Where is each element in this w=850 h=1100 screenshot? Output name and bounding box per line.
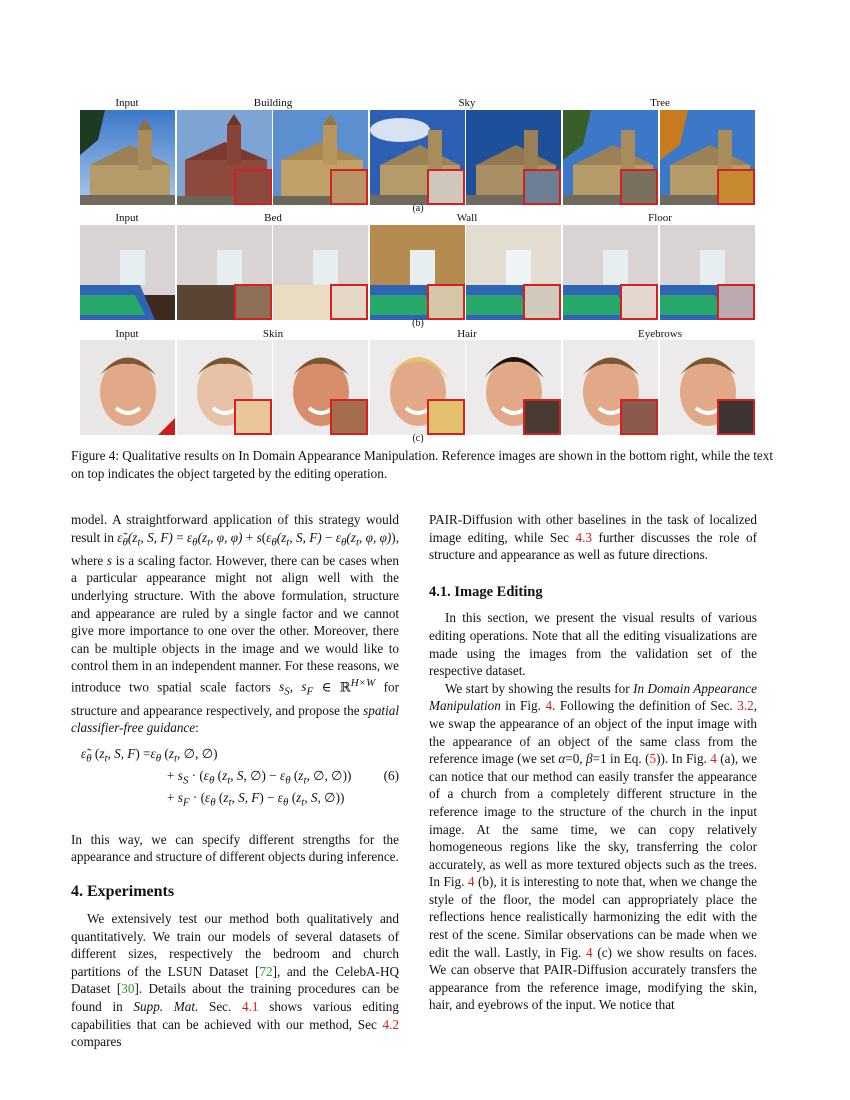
right-paragraph-3: We start by showing the results for In Domain Appearance Manipulation in Fig. 4. Following the definition of Sec. 3.2, we swap the appearance of an object of the input image with the appearance of an object of the same class from the reference image (we set α=0, β=1 in Eq. (5)). In Fig. 4 (a), we can notice that our method can easily transfer the appearance of a church from a completely different structure in the reference image to the structure of the church in the input image. At the same time, we can copy relatively homogeneous regions like the sky, transferring the color accurately, as well as more textured objects such as the trees. In Fig. 4 (b), it is interesting to note that, when we change the style of the floor, the model can appropriately place the reflections hence realistically harmonizing the edit with the rest of the scene. Similar observations can be made when we edit the wall. Lastly, in Fig. 4 (c) we show results on faces. We can observe that PAIR-Diffusion accurately transfers the appearance from the reference image, modifying the skin, hair, and eyebrows of the input. We notice that [429,680,758,1013]
citation-72[interactable]: 72 [259,963,273,979]
citation-30[interactable]: 30 [121,981,135,997]
church-input-image [80,110,175,205]
reference-inset [330,284,368,320]
left-paragraph-1: model. A straightforward application of this strategy would result in $\varepsiloñ_\theta(z_t$, S, $F) = \varepsilon_\theta(z_t$, φ, $\varphi) + s(\varepsilon_\theta(z_t$, S, $F) - \varepsilon_\theta(z_t$, φ, φ)), where s is a scaling factor. However, there can be cases when a particular appearance might not align well with the underlying structure. With the above formulation, structure and appearance are ruled by a single factor and we cannot give more importance to one over the other. Moreover, there can be multiple objects in the image and we would like to control them in an independent manner. For these reasons, we introduce two spatial scale factors $s_S$, $s_F$ ∈ ℝ$^{H\times W}$ for structure and appearance respectively, and propose the spatial classifier-free guidance: [71,512,399,736]
label-floor: Floor [648,212,672,224]
tree-edit-1-image [563,110,658,205]
label-input-b: Input [115,212,139,224]
left-paragraph-2: In this way, we can specify different strengths for the appearance and structure of different objects during inference. [71,831,399,865]
face-input-image [80,340,175,435]
ref-fig-4[interactable]: 4 [710,751,717,767]
sublabel-b: (b) [412,318,424,329]
right-paragraph-2: In this section, we present the visual results of various editing operations. Note that all the editing visualizations are made using the images from the validation set of the respective dataset. [429,610,757,679]
reference-inset [427,284,465,320]
reference-inset [717,399,755,435]
sublabel-a: (a) [412,203,424,214]
figure-caption: Figure 4: Qualitative results on In Domain Appearance Manipulation. Reference images are shown in the bottom right, while the text on top indicates the object targeted by the editing operation. [71,448,774,481]
equation-number: (6) [383,767,399,783]
reference-inset [234,169,272,205]
skin-edit-2-image [273,340,368,435]
reference-inset [717,284,755,320]
left-paragraph-3: We extensively test our method both qualitatively and quantitatively. We train our models of several datasets of different sizes, respectively the bedroom and church partitions of the LSUN Dataset [72], and the CelebA-HQ Dataset [30]. Details about the training procedures can be found in Supp. Mat. Sec. 4.1 shows various editing capabilities that can be achieved with our method, Sec 4.2 compares [71,910,399,1050]
sublabel-c: (c) [412,433,424,444]
bedroom-input-image [80,225,175,320]
eyebrows-edit-2-image [660,340,755,435]
label-hair: Hair [457,328,477,340]
right-paragraph-1: PAIR-Diffusion with other baselines in the task of localized image editing, while Sec 4.3 further discusses the role of structure and appearance as well as future directions. [429,512,757,563]
label-building: Building [253,97,293,109]
reference-inset [523,169,561,205]
hair-edit-1-image [370,340,465,435]
equation-6: $\varepsiloñ_\theta$ ($z_t$, S, $F) =\varepsilon_\theta$ ($z_t$, ∅, ∅) + $s_S \cdot (\varepsilon_\theta$ ($z_t$, S, ∅) − $\varepsilon_\theta$ ($z_t$, ∅, ∅)) + $s_F \cdot (\varepsilon_\theta$ ($z_t$, S, $F) - \varepsilon_\theta$ ($z_t$, S, ∅)) (6) [81,745,399,809]
sky-edit-1-image [370,110,465,205]
reference-inset [330,169,368,205]
hair-edit-2-image [466,340,561,435]
tree-edit-2-image [660,110,755,205]
label-eyebrows: Eyebrows [638,328,682,340]
reference-inset [620,399,658,435]
sky-edit-2-image [466,110,561,205]
floor-edit-1-image [563,225,658,320]
ref-fig-4[interactable]: 4 [467,874,475,890]
section-4-1-heading: 4.1. Image Editing [429,583,543,600]
reference-inset [717,169,755,205]
ref-sec-4-2[interactable]: 4.2 [382,1016,399,1032]
label-input-c: Input [115,328,139,340]
ref-sec-4-1[interactable]: 4.1 [242,998,259,1014]
ref-sec-4-3[interactable]: 4.3 [575,529,592,545]
bed-edit-2-image [273,225,368,320]
label-sky: Sky [458,97,476,109]
building-edit-2-image [273,110,368,205]
section-4-heading: 4. Experiments [71,882,175,900]
reference-inset [620,169,658,205]
label-bed: Bed [264,212,282,224]
floor-edit-2-image [660,225,755,320]
wall-edit-1-image [370,225,465,320]
reference-inset [427,169,465,205]
reference-inset [427,399,465,435]
building-edit-1-image [177,110,272,205]
bed-edit-1-image [177,225,272,320]
ref-fig-4[interactable]: 4 [545,698,553,714]
label-input-a: Input [115,97,139,109]
skin-edit-1-image [177,340,272,435]
reference-inset [234,399,272,435]
left-column [71,511,399,1051]
reference-inset [620,284,658,320]
eyebrows-edit-1-image [563,340,658,435]
reference-inset [523,399,561,435]
reference-inset [523,284,561,320]
reference-inset [330,399,368,435]
ref-eq-5[interactable]: 5 [649,751,657,767]
wall-edit-2-image [466,225,561,320]
ref-sec-3-2[interactable]: 3.2 [737,698,754,714]
reference-inset [234,284,272,320]
label-tree: Tree [650,97,670,109]
ref-fig-4[interactable]: 4 [586,944,593,960]
label-skin: Skin [262,328,284,340]
label-wall: Wall [456,212,478,224]
right-column [429,511,757,1014]
